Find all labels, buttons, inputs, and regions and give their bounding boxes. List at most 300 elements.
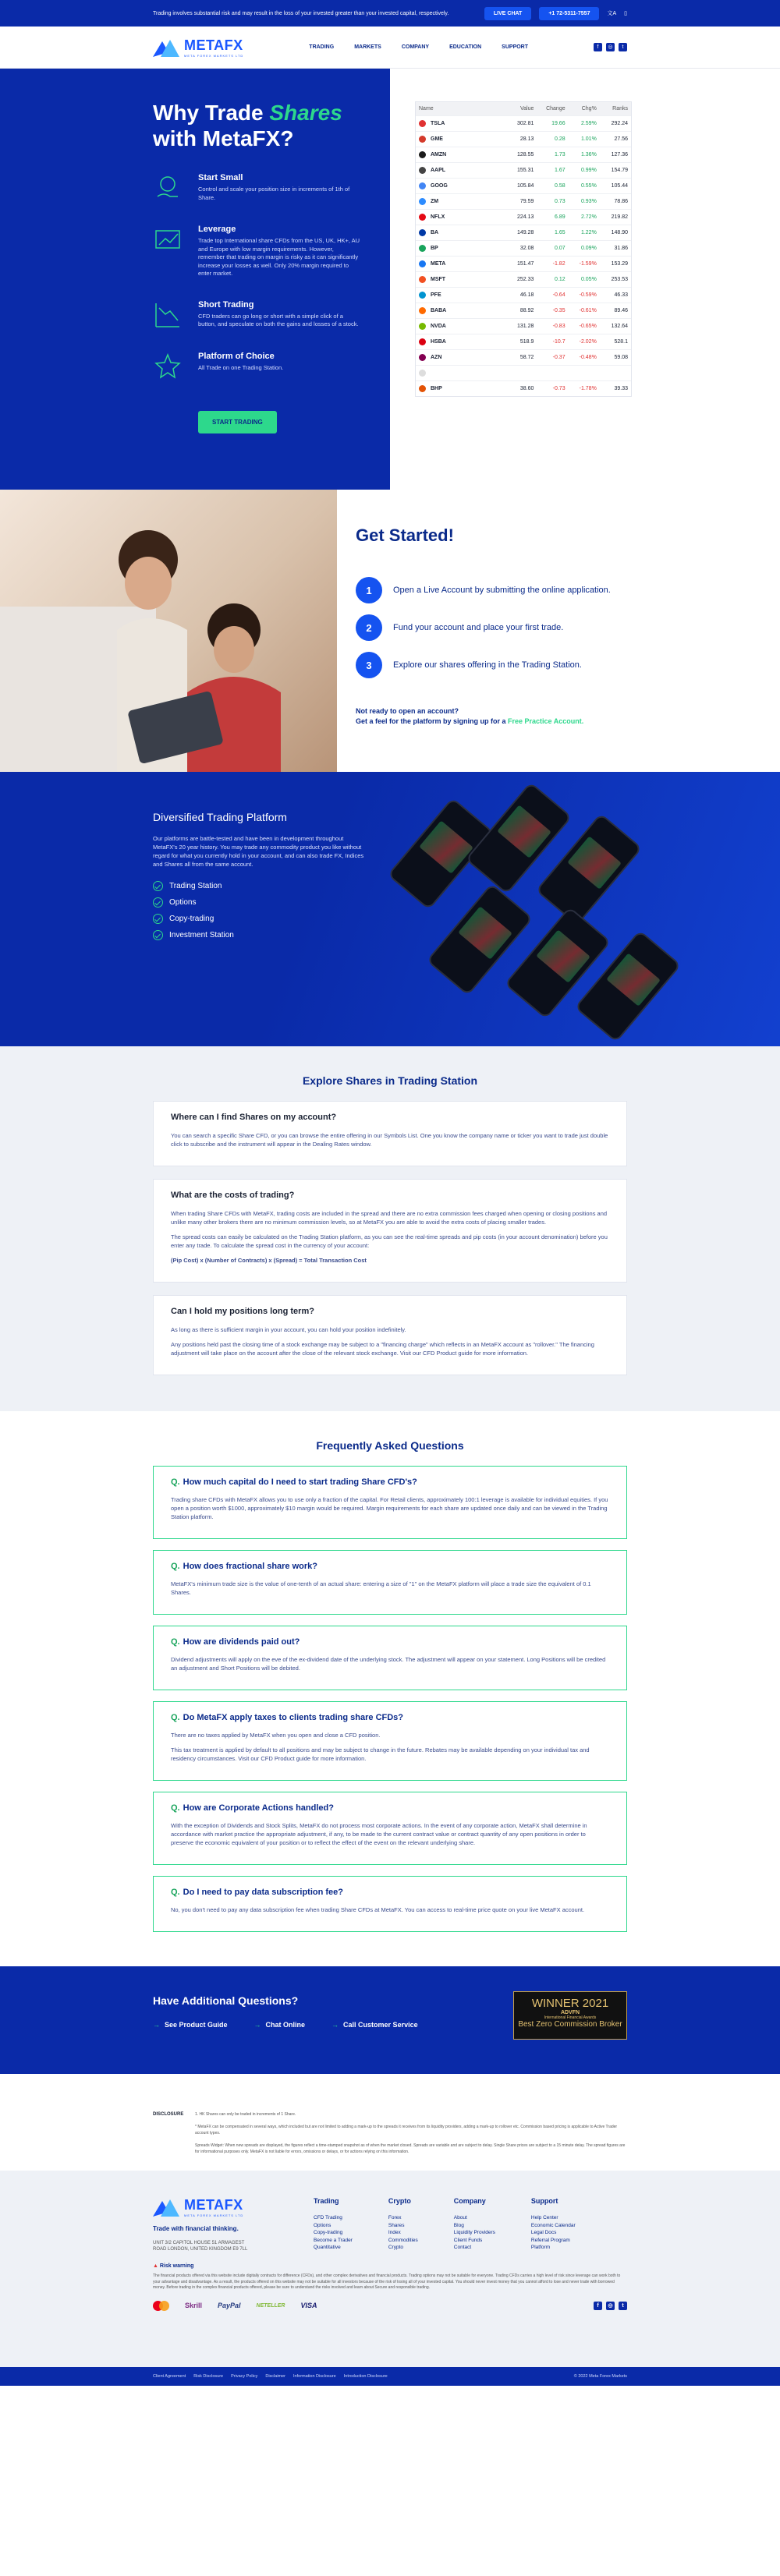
quote-change-pct: -2.02% xyxy=(579,339,597,345)
faq-answer: There are no taxes applied by MetaFX when you open and close a CFD position. xyxy=(171,1732,381,1739)
step-number: 2 xyxy=(356,614,382,641)
main-nav xyxy=(0,27,780,69)
explore-card xyxy=(153,1179,627,1283)
platform-item: Investment Station xyxy=(153,930,367,940)
quote-value: 252.33 xyxy=(516,277,534,282)
quote-change-pct: -1.78% xyxy=(579,386,597,391)
award-subtitle: International Financial Awards xyxy=(544,2015,597,2020)
quote-rank: 31.86 xyxy=(614,246,629,251)
quote-value: 88.92 xyxy=(519,308,534,313)
footer-col-support: Support Help Center Economic Calendar Legal Docs Referral Program Platform xyxy=(530,2197,576,2250)
footer-link[interactable]: Options xyxy=(314,2222,332,2228)
live-chat-button[interactable]: LIVE CHAT xyxy=(484,7,531,20)
feature-title: Short Trading xyxy=(198,299,254,310)
quote-symbol: BP xyxy=(419,245,502,252)
visa-logo: VISA xyxy=(300,2302,317,2309)
note-line-2: Get a feel for the platform by signing up for a Free Practice Account. xyxy=(356,717,584,725)
faq-question: Q. Do I need to pay data subscription fee? xyxy=(171,1888,343,1897)
quote-change: -0.37 xyxy=(552,355,566,360)
quote-row[interactable] xyxy=(416,334,631,349)
bottom-bar xyxy=(0,2367,780,2386)
faq-question: Q. How much capital do I need to start trading Share CFD's? xyxy=(171,1477,417,1487)
quote-value: 128.55 xyxy=(516,152,534,157)
skrill-logo: Skrill xyxy=(185,2302,203,2309)
footer-link[interactable]: Become a Trader xyxy=(314,2237,353,2243)
social-links xyxy=(594,43,627,51)
hero-panel xyxy=(0,69,390,490)
footer-link[interactable]: Index xyxy=(388,2230,401,2235)
quote-change: -0.73 xyxy=(552,386,566,391)
feature-short-trading xyxy=(153,300,390,330)
quote-row[interactable] xyxy=(416,162,631,178)
ticker-logo-icon xyxy=(419,198,426,205)
quote-symbol: GOOG xyxy=(419,182,502,189)
quote-row[interactable] xyxy=(416,349,631,365)
coin-hand-icon xyxy=(153,173,183,203)
ticker-logo-icon xyxy=(419,245,426,252)
legal-link[interactable]: Privacy Policy xyxy=(231,2374,258,2379)
step-number: 3 xyxy=(356,652,382,678)
phone-button[interactable]: +1 72-5311-7557 xyxy=(539,7,599,20)
award-brand: ADVFN xyxy=(560,2010,580,2015)
quote-rank: 292.24 xyxy=(611,121,629,126)
faq-question: Q. How are Corporate Actions handled? xyxy=(171,1803,334,1813)
feature-text: Control and scale your position size in increments of 1th of Share. xyxy=(198,186,350,201)
quote-symbol: MSFT xyxy=(419,276,502,283)
feature-title: Start Small xyxy=(198,173,243,182)
instagram-icon[interactable]: ◎ xyxy=(606,43,615,51)
risk-warning-title: ▲ Risk warning xyxy=(153,2263,194,2269)
family-photo xyxy=(0,490,337,772)
quote-row[interactable] xyxy=(416,271,631,287)
feature-leverage xyxy=(153,225,390,278)
get-started-title: Get Started! xyxy=(356,525,454,545)
quote-value: 32.08 xyxy=(519,246,534,251)
quote-change: 1.67 xyxy=(554,168,566,173)
arrow-right-icon: → xyxy=(332,2021,339,2029)
quote-change: -0.83 xyxy=(552,324,566,329)
award-category: Best Zero Commission Broker xyxy=(518,2020,622,2029)
quote-symbol: AAPL xyxy=(419,167,502,174)
ticker-logo-icon xyxy=(419,385,426,392)
check-icon xyxy=(153,897,163,908)
quote-row[interactable] xyxy=(416,115,631,131)
disclosure-text: * MetaFX can be compensated in several ways, which included but are not limited to adding a mark-up to the spreads it receives from its liquidity providers, adding a mark-up to rollover etc. Commission based pricing is applicable to Active Trader account types. xyxy=(195,2125,618,2135)
footer-link[interactable]: Commodities xyxy=(388,2237,418,2243)
quote-symbol: TSLA xyxy=(419,120,502,127)
feature-text: Trade top International share CFDs from the US, UK, HK+, AU and Europe with low margin requirements. However, remember that trading on margin is risky as it can significantly increase your losses as well. Only 20% margin required to enter market. xyxy=(198,237,360,277)
platform-text: Our platforms are battle-tested and have been in development throughout MetaFX's 20 year history. You may trade any commodity product you like without regard for what you currently hold in your account, and can also trade FX, Indices and Shares all from the same account. xyxy=(153,835,364,868)
step-3 xyxy=(356,652,611,678)
quote-rank: 39.33 xyxy=(614,386,629,391)
quote-symbol: NFLX xyxy=(419,214,502,221)
check-icon xyxy=(153,930,163,940)
quote-change-pct: 0.05% xyxy=(580,277,597,282)
get-started-section xyxy=(0,490,780,772)
note-line-1: Not ready to open an account? xyxy=(356,707,459,715)
arrow-right-icon: → xyxy=(254,2021,261,2029)
quote-row[interactable] xyxy=(416,209,631,225)
faq-item[interactable] xyxy=(153,1626,627,1690)
chat-online-link[interactable]: → Chat Online xyxy=(254,2021,306,2029)
faq-question: Q. Do MetaFX apply taxes to clients trading share CFDs? xyxy=(171,1713,404,1722)
payment-methods xyxy=(153,2301,627,2311)
quote-change-pct: 2.72% xyxy=(580,214,597,220)
menu-item-company[interactable]: COMPANY xyxy=(401,44,430,50)
menu-item-education[interactable]: EDUCATION xyxy=(449,44,482,50)
quote-change-pct: 2.59% xyxy=(580,121,597,126)
step-number: 1 xyxy=(356,577,382,603)
faq-title: Frequently Asked Questions xyxy=(316,1439,464,1452)
quote-change: 0.07 xyxy=(554,246,566,251)
ticker-logo-icon xyxy=(419,167,426,174)
footer-link[interactable]: Help Center xyxy=(530,2215,558,2220)
star-badge-icon xyxy=(153,352,183,381)
quote-rank: 153.29 xyxy=(611,261,629,267)
ticker-logo-icon xyxy=(419,338,426,345)
quote-value: 151.47 xyxy=(516,261,534,267)
quote-row[interactable] xyxy=(416,318,631,334)
footer-col-crypto: Crypto Forex Shares Index Commodities Crypto xyxy=(388,2197,418,2250)
legal-link[interactable]: Disclaimer xyxy=(265,2374,286,2379)
explore-title: Explore Shares in Trading Station xyxy=(302,1074,478,1087)
ticker-logo-icon xyxy=(419,229,426,236)
card-answer: Any positions held past the closing time of a stock exchange may be subject to a "financing charge" which reflects in an MetaFX account as "rollover." The financing adjustment will take place on the account after the close of the relevant stock exchange. Visit our CFD Product guide for more information. xyxy=(171,1341,594,1357)
quote-row[interactable] xyxy=(416,303,631,318)
quote-rank: 27.56 xyxy=(614,136,629,142)
quote-rank: 148.90 xyxy=(611,230,629,235)
quote-change-pct: 0.55% xyxy=(580,183,597,189)
mastercard-icon xyxy=(153,2301,169,2311)
paypal-logo: PayPal xyxy=(218,2302,241,2309)
quote-change: 1.73 xyxy=(554,152,566,157)
faq-section xyxy=(0,1411,780,1966)
ticker-logo-icon xyxy=(419,276,426,283)
quote-symbol: NVDA xyxy=(419,323,502,330)
questions-cta xyxy=(0,1966,780,2074)
practice-account-link[interactable]: Free Practice Account. xyxy=(508,717,584,725)
quotes-body xyxy=(416,115,631,396)
ticker-logo-icon xyxy=(419,323,426,330)
quote-rank: 219.82 xyxy=(611,214,629,220)
quote-row[interactable] xyxy=(416,256,631,271)
call-service-link[interactable]: → Call Customer Service xyxy=(332,2021,418,2029)
quote-change: 0.12 xyxy=(554,277,566,282)
ticker-logo-icon xyxy=(419,260,426,267)
quote-value: 38.60 xyxy=(519,386,534,391)
footer-link[interactable]: Referral Program xyxy=(530,2237,570,2243)
ticker-logo-icon xyxy=(419,151,426,158)
quote-value: 79.59 xyxy=(519,199,534,204)
quote-symbol: AZN xyxy=(419,354,502,361)
brand-name: METAFX xyxy=(184,2197,243,2213)
ticker-logo-icon xyxy=(419,214,426,221)
footer-link[interactable]: Blog xyxy=(453,2222,464,2228)
legal-link[interactable]: Introduction Disclosure xyxy=(343,2374,388,2379)
footer-link[interactable]: Liquidity Providers xyxy=(453,2230,495,2235)
legal-link[interactable]: Client Agreement xyxy=(153,2374,186,2379)
arrow-right-icon: → xyxy=(153,2021,160,2029)
platform-item: Copy-trading xyxy=(153,914,367,924)
quote-row[interactable] xyxy=(416,131,631,147)
start-trading-button[interactable]: START TRADING xyxy=(198,411,277,433)
footer-logo[interactable] xyxy=(153,2197,278,2217)
facebook-icon[interactable]: f xyxy=(594,2302,602,2310)
faq-item[interactable] xyxy=(153,1550,627,1615)
hero-title: Why Trade Shares with MetaFX? xyxy=(153,101,342,150)
quote-change: -0.35 xyxy=(552,308,566,313)
quote-row[interactable] xyxy=(416,225,631,240)
quote-rank: 127.36 xyxy=(611,152,629,157)
quote-rank: 89.46 xyxy=(614,308,629,313)
facebook-icon[interactable]: f xyxy=(594,43,602,51)
quote-rank: 46.33 xyxy=(614,292,629,298)
language-icon[interactable]: 文A xyxy=(607,11,617,16)
risk-notice: Trading involves substantial risk and may result in the loss of your invested greater than your invested capital, respectively. xyxy=(153,10,449,16)
quote-change: -1.82 xyxy=(552,261,566,267)
copyright: © 2022 Meta Forex Markets xyxy=(573,2374,627,2379)
faq-answer: No, you don't need to pay any data subscription fee when trading Share CFDs at MetaFX. You can access to real-time price quote on your live MetaFX account. xyxy=(171,1906,585,1913)
faq-item[interactable] xyxy=(153,1701,627,1781)
disclosure xyxy=(0,2074,780,2171)
quote-value: 224.13 xyxy=(516,214,534,220)
logo-mark-icon xyxy=(153,2198,179,2217)
brand-tagline: META FOREX MARKETS LTD xyxy=(184,53,244,58)
quotes-header xyxy=(416,102,631,115)
footer-link[interactable]: Legal Docs xyxy=(530,2230,557,2235)
ticker-logo-icon xyxy=(419,354,426,361)
quote-value: 105.84 xyxy=(516,183,534,189)
twitter-icon[interactable]: t xyxy=(619,43,627,51)
quote-row[interactable] xyxy=(416,240,631,256)
faq-item[interactable] xyxy=(153,1876,627,1932)
quote-change-pct: -1.59% xyxy=(579,261,597,267)
card-answer: The spread costs can easily be calculated on the Trading Station platform, as you can see the real-time spreads and pip costs (in your account denomination) before you enter any trade. To calculate the spread cost in the currency of your account: xyxy=(171,1233,608,1249)
footer-link[interactable]: Economic Calendar xyxy=(530,2222,576,2228)
quote-value: 302.81 xyxy=(516,121,534,126)
card-answer: You can search a specific Share CFD, or you can browse the entire offering in our Symbols List. One you know the company name or ticker you want to trade just double click to subscribe and the instrument will appear in the Dealing Rates window. xyxy=(171,1132,608,1148)
footer-link[interactable]: Client Funds xyxy=(453,2237,483,2243)
faq-answer: MetaFX's minimum trade size is the value of one-tenth of an actual share: entering a size of "1" on the MetaFX platform will place a trade size the equivalent of 0.1 Shares. xyxy=(171,1580,591,1596)
quote-change: 1.65 xyxy=(554,230,566,235)
footer-link[interactable]: Shares xyxy=(388,2222,405,2228)
explore-section xyxy=(0,1046,780,1411)
footer-link[interactable]: Quantitative xyxy=(314,2245,341,2250)
menu-item-markets[interactable]: MARKETS xyxy=(354,44,381,50)
footer-link[interactable]: Forex xyxy=(388,2215,402,2220)
quote-symbol: BABA xyxy=(419,307,502,314)
quote-row[interactable] xyxy=(416,147,631,162)
quote-change-pct: -0.48% xyxy=(579,355,597,360)
feature-title: Leverage xyxy=(198,225,236,234)
award-title: WINNER 2021 xyxy=(531,1997,609,2010)
cta-title: Have Additional Questions? xyxy=(153,1994,299,2007)
card-formula: (Pip Cost) x (Number of Contracts) x (Spread) = Total Transaction Cost xyxy=(171,1257,367,1264)
step-text: Fund your account and place your first trade. xyxy=(393,623,564,632)
menu-item-support[interactable]: SUPPORT xyxy=(502,44,529,50)
footer-address: UNIT 3/2 CAPITOL HOUSE 51 ARMAGEST ROAD LONDON, UNITED KINGDOM E9 7LL xyxy=(153,2241,248,2252)
step-1 xyxy=(356,577,611,603)
quote-row[interactable] xyxy=(416,380,631,396)
quote-change-pct: 0.99% xyxy=(580,168,597,173)
menu-item-trading[interactable]: TRADING xyxy=(309,44,335,50)
explore-card xyxy=(153,1295,627,1375)
quote-change: -0.64 xyxy=(552,292,566,298)
quote-change-pct: -0.65% xyxy=(579,324,597,329)
quote-row[interactable] xyxy=(416,178,631,193)
quote-change-pct: 1.36% xyxy=(580,152,597,157)
feature-text: All Trade on one Trading Station. xyxy=(198,363,284,371)
top-bar xyxy=(0,0,780,27)
faq-answer: Dividend adjustments will apply on the eve of the ex-dividend date of the underlying stock. The adjustment will appear on your statement. Long Positions will be credited an adjustment and Short Positions will be debited. xyxy=(171,1656,606,1672)
footer-social xyxy=(594,2302,627,2310)
check-icon xyxy=(153,881,163,891)
col-change: Change xyxy=(546,106,566,111)
neteller-logo: NETELLER xyxy=(256,2302,285,2309)
footer-link[interactable]: CFD Trading xyxy=(314,2215,342,2220)
faq-answer: Trading share CFDs with MetaFX allows you to use only a fraction of the capital. For Retail clients, approximately 100:1 leverage is available for individual equities. If you open a position worth $1000, approximately $10 margin would be required. Margin requirements for each share are updated once daily and can be viewed in the Trading Station platform. xyxy=(171,1496,608,1520)
platform-title: Diversified Trading Platform xyxy=(153,811,287,823)
quote-row[interactable] xyxy=(416,287,631,303)
quote-change: 19.66 xyxy=(551,121,566,126)
quote-symbol: HSBA xyxy=(419,338,502,345)
disclosure-text: Spreads Widget: When new spreads are displayed, the figures reflect a time-stamped snapshot as of when the market closed. Spreads are variable and are subject to delay. Single Share prices are subject to a 15 minute delay. The spread figures are for informational purposes only. MetaFX is not liable for errors, omissions or delays, or for actions relying on this information. xyxy=(195,2143,626,2154)
platform-item: Options xyxy=(153,897,367,908)
quote-row[interactable] xyxy=(416,365,631,380)
footer-col-company: Company About Blog Liquidity Providers Client Funds Contact xyxy=(453,2197,495,2250)
card-question: Can I hold my positions long term? xyxy=(171,1307,314,1316)
mobile-icon[interactable]: ▯ xyxy=(624,11,627,16)
footer-link[interactable]: About xyxy=(453,2215,467,2220)
faq-question: Q. How does fractional share work? xyxy=(171,1562,317,1571)
quote-change: 0.28 xyxy=(554,136,566,142)
quote-rank: 528.1 xyxy=(614,339,629,345)
step-text: Explore our shares offering in the Trading Station. xyxy=(393,660,582,670)
card-answer: As long as there is sufficient margin in your account, you can hold your position indefinitely. xyxy=(171,1326,406,1333)
quote-symbol: BHP xyxy=(419,385,502,392)
quote-change: 6.89 xyxy=(554,214,566,220)
quotes-panel xyxy=(390,69,780,490)
quote-change-pct: 0.09% xyxy=(580,246,597,251)
col-value: Value xyxy=(520,106,534,111)
quote-change: 0.73 xyxy=(554,199,566,204)
quote-change: 0.58 xyxy=(554,183,566,189)
product-guide-link[interactable]: → See Product Guide xyxy=(153,2021,228,2029)
feature-start-small xyxy=(153,173,390,203)
footer-link[interactable]: Crypto xyxy=(388,2245,404,2250)
quote-symbol: GME xyxy=(419,136,502,143)
quote-symbol: AMZN xyxy=(419,151,502,158)
footer xyxy=(0,2171,780,2367)
feature-title: Platform of Choice xyxy=(198,351,275,361)
quote-change-pct: 1.22% xyxy=(580,230,597,235)
quote-change-pct: 0.93% xyxy=(580,199,597,204)
ticker-logo-icon xyxy=(419,370,426,377)
quote-change-pct: -0.61% xyxy=(579,308,597,313)
ticker-logo-icon xyxy=(419,182,426,189)
quote-rank: 105.44 xyxy=(611,183,629,189)
menu xyxy=(309,44,528,50)
faq-answer: With the exception of Dividends and Stock Splits, MetaFX do not process most corporate actions. In the event of any corporate action, MetaFX shall determine in accordance with market practice the appropriate adjustment, if any, to be made to the current contract value or contract quantity of any open positions in order to preserve the economic equivalent of your position or to reflect the effect of the event on the relevant underlying share. xyxy=(171,1822,587,1846)
quote-symbol: PFE xyxy=(419,292,502,299)
step-2 xyxy=(356,614,611,641)
footer-link[interactable]: Copy-trading xyxy=(314,2230,343,2235)
quote-symbol xyxy=(419,370,502,377)
footer-link[interactable]: Platform xyxy=(530,2245,551,2250)
quote-value: 58.72 xyxy=(519,355,534,360)
practice-note xyxy=(356,706,611,727)
ticker-logo-icon xyxy=(419,120,426,127)
ticker-logo-icon xyxy=(419,307,426,314)
brand-name: METAFX xyxy=(184,37,243,53)
quote-rank: 78.86 xyxy=(614,199,629,204)
footer-tagline: Trade with financial thinking. xyxy=(153,2225,239,2232)
phones-illustration xyxy=(367,772,780,1046)
disclosure-label: DISCLOSURE xyxy=(153,2112,184,2117)
card-question: Where can I find Shares on my account? xyxy=(171,1113,337,1122)
award-badge xyxy=(513,1991,627,2040)
quote-value: 518.9 xyxy=(519,339,534,345)
quote-row[interactable] xyxy=(416,193,631,209)
step-text: Open a Live Account by submitting the online application. xyxy=(393,586,611,595)
quote-value: 46.18 xyxy=(519,292,534,298)
platform-item: Trading Station xyxy=(153,881,367,891)
quote-value: 28.13 xyxy=(519,136,534,142)
faq-item[interactable] xyxy=(153,1466,627,1539)
quote-rank: 59.08 xyxy=(614,355,629,360)
quote-rank: 253.53 xyxy=(611,277,629,282)
quote-symbol: META xyxy=(419,260,502,267)
faq-item[interactable] xyxy=(153,1792,627,1865)
faq-question: Q. How are dividends paid out? xyxy=(171,1637,300,1647)
feature-text: CFD traders can go long or short with a simple click of a button, and speculate on both the gains and losses of a stock. xyxy=(198,312,359,327)
brand-tagline: META FOREX MARKETS LTD xyxy=(184,2213,244,2217)
instagram-icon[interactable]: ◎ xyxy=(606,2302,615,2310)
legal-link[interactable]: Risk Disclosure xyxy=(193,2374,224,2379)
chart-down-icon xyxy=(153,300,183,330)
leverage-icon xyxy=(153,225,183,254)
quote-change-pct: -0.59% xyxy=(579,292,597,298)
faq-answer: This tax treatment is applied by default to all positions and may be subject to change in the future. Rebates may be available depending on your individual tax and residency circumstances. Visit our CFD Product guide for more information. xyxy=(171,1746,590,1762)
col-name: Name xyxy=(419,106,434,111)
quote-symbol: BA xyxy=(419,229,502,236)
quote-rank: 132.64 xyxy=(611,324,629,329)
footer-link[interactable]: Contact xyxy=(453,2245,472,2250)
quote-rank: 154.79 xyxy=(611,168,629,173)
col-chg-pct: Chg% xyxy=(581,106,597,111)
col-ranks: Ranks xyxy=(612,106,629,111)
quote-symbol: ZM xyxy=(419,198,502,205)
quote-change-pct: 1.01% xyxy=(580,136,597,142)
quotes-table xyxy=(415,101,632,397)
platform-section xyxy=(0,772,780,1046)
quote-value: 155.31 xyxy=(516,168,534,173)
check-icon xyxy=(153,914,163,924)
card-answer: When trading Share CFDs with MetaFX, trading costs are included in the spread and there are no extra commission fees charged when opening or closing positions and unlike many other brokers there are no minimum commission levels, so at MetaFX you are able to avoid the extra costs of placing smaller trades. xyxy=(171,1210,608,1226)
feature-platform xyxy=(153,352,390,381)
explore-card xyxy=(153,1101,627,1166)
footer-col-trading: Trading CFD Trading Options Copy-trading Become a Trader Quantitative xyxy=(314,2197,353,2250)
legal-link[interactable]: Information Disclosure xyxy=(293,2374,336,2379)
disclosure-text: 1. HK Shares can only be traded in increments of 1 Share. xyxy=(195,2112,296,2117)
twitter-icon[interactable]: t xyxy=(619,2302,627,2310)
quote-value: 131.28 xyxy=(516,324,534,329)
brand-logo[interactable] xyxy=(153,37,243,58)
logo-mark-icon xyxy=(153,38,179,57)
risk-warning-text: The financial products offered via this website include digitally contracts for difference (CFDs), and other complex derivatives and financial products. Trading options may not be suitable for everyone. Trading CFDs carries a high level of risk since leverage can work both to your advantage and disadvantage. As a result, the products offered on this website may not be suitable for all investors because of the risk of losing all of your invested capital. You should never invest money that you cannot afford to lose and never trade with borrowed money. Before trading in the complex financial products offered, please be sure to understand the risks involved and learn about Secure and responsible trading. xyxy=(153,2273,621,2290)
hero-section xyxy=(0,69,780,490)
quote-value: 149.28 xyxy=(516,230,534,235)
